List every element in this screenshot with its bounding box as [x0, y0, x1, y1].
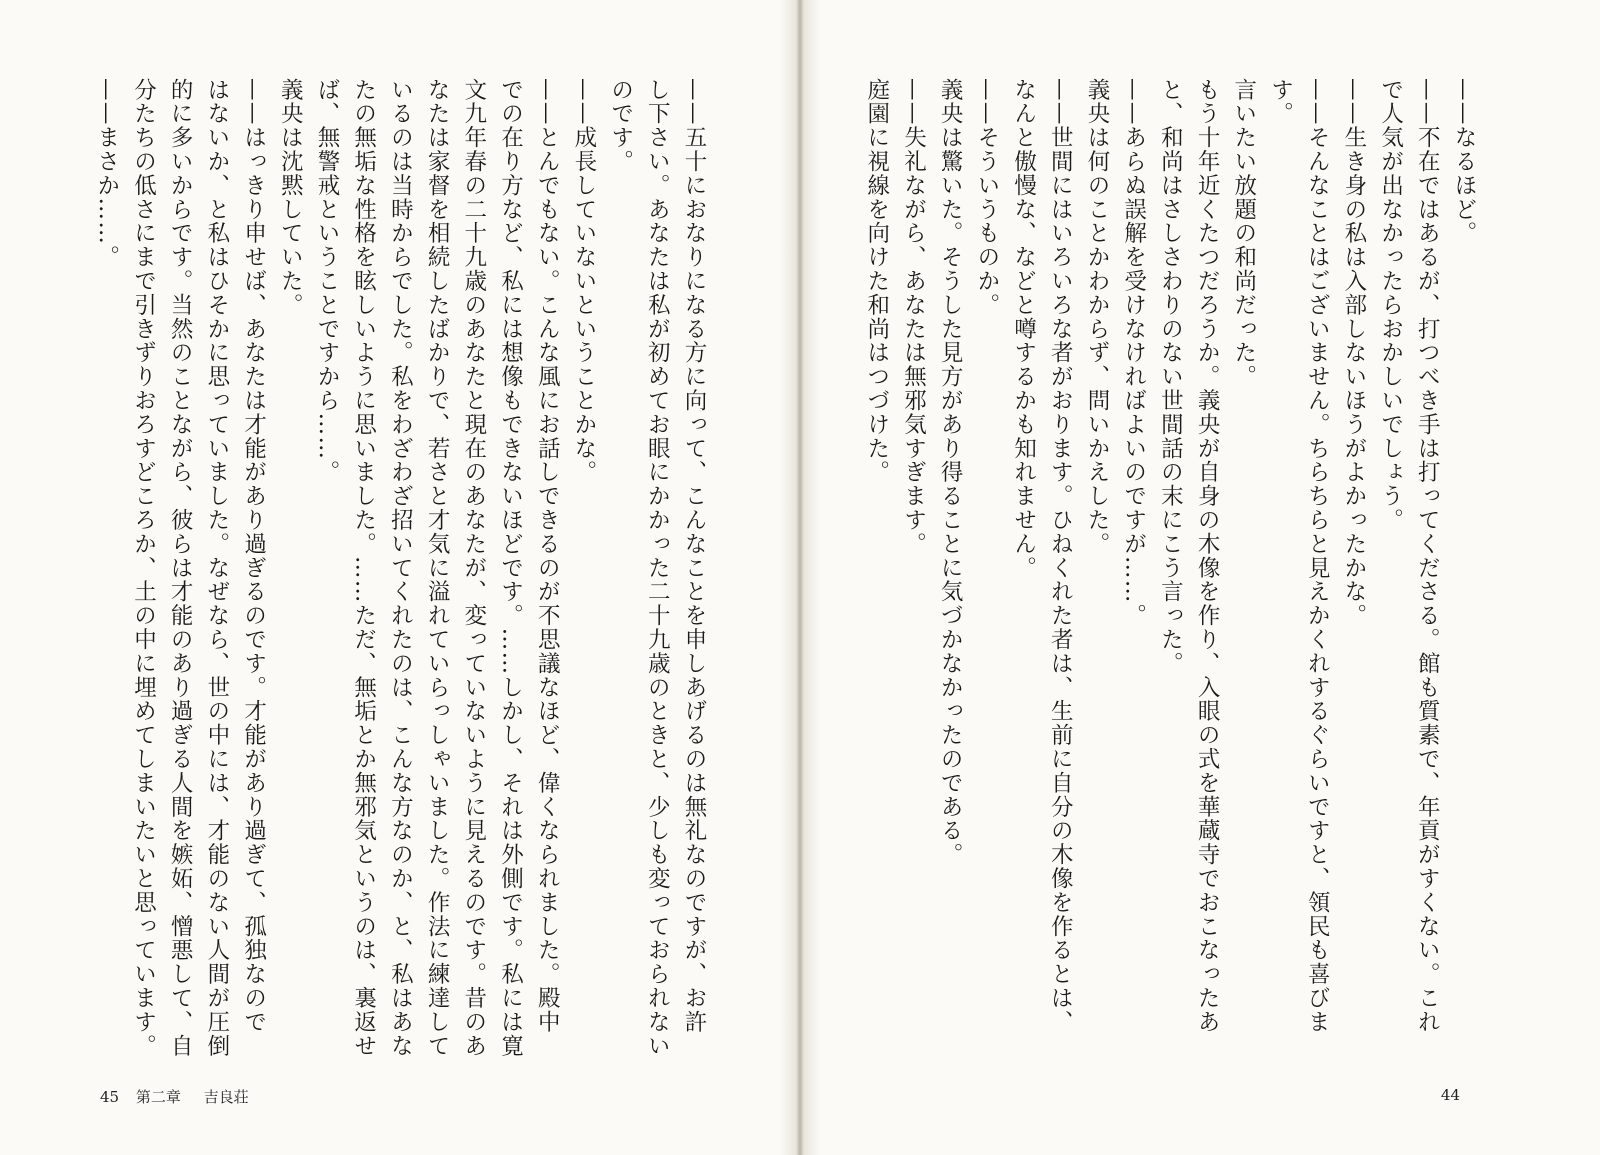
text-line: ば、無警戒ということですから……。	[313, 78, 340, 485]
text-line: のです。	[607, 78, 634, 174]
text-line: ——とんでもない。こんな風にお話しできるのが不思議なほど、偉くなられました。殿中	[534, 78, 561, 1034]
text-line: ——失礼ながら、あなたは無邪気すぎます。	[900, 78, 927, 556]
text-line: ——はっきり申せば、あなたは才能があり過ぎるのです。才能があり過ぎて、孤独なので	[240, 78, 267, 1034]
text-line: 的に多いからです。当然のことながら、彼らは才能のあり過ぎる人間を嫉妬、憎悪して、自	[167, 78, 194, 1058]
section-title: 吉良荘	[203, 1088, 249, 1106]
text-line: ——そういうものか。	[973, 78, 1000, 317]
chapter-title: 第二章	[135, 1088, 181, 1106]
text-line: いるのは当時からでした。私をわざわざ招いてくれたのは、こんな方なのか、と、私はあな	[387, 78, 414, 1058]
right-page-footer	[1441, 1086, 1460, 1104]
text-line: ——そんなことはございません。ちらちらと見えかくれするぐらいですと、領民も喜びま	[1304, 78, 1331, 1034]
text-line: ——なるほど。	[1451, 78, 1477, 246]
text-line: ——あらぬ誤解を受けなければよいのですが……。	[1120, 78, 1147, 628]
text-line: での在り方など、私には想像もできないほどです。……しかし、それは外側です。私には寛	[497, 78, 524, 1058]
left-page-footer	[100, 1086, 249, 1107]
text-line: 分たちの低さにまで引きずりおろすどころか、土の中に埋めてしまいたいと思っています。	[130, 78, 157, 1058]
text-line: はないか、と私はひそかに思っていました。なぜなら、世の中には、才能のない人間が圧倒	[203, 78, 230, 1058]
left-page-text	[88, 78, 712, 1058]
page-number: 45	[100, 1088, 120, 1106]
text-line: ——五十におなりになる方に向って、こんなことを申しあげるのは無礼なのですが、お許	[681, 78, 707, 1034]
page-number: 44	[1440, 1086, 1460, 1104]
text-line: 義央は何のことかわからず、問いかえした。	[1083, 78, 1110, 556]
right-page	[810, 0, 1600, 1155]
text-line: す。	[1267, 78, 1294, 126]
left-page	[0, 0, 790, 1155]
text-line: ——不在ではあるが、打つべき手は打ってくださる。館も質素で、年貢がすくない。これ	[1414, 78, 1441, 1034]
text-line: ——生き身の私は入部しないほうがよかったかな。	[1340, 78, 1367, 628]
text-line: なんと傲慢な、などと噂するかも知れません。	[1010, 78, 1037, 580]
text-line: で人気が出なかったらおかしいでしょう。	[1377, 78, 1404, 533]
text-line: たの無垢な性格を眩しいように思いました。……ただ、無垢とか無邪気というのは、裏返せ	[350, 78, 377, 1058]
text-line: 庭園に視線を向けた和尚はつづけた。	[863, 78, 890, 485]
text-line: ——世間にはいろいろな者がおります。ひねくれた者は、生前に自分の木像を作るとは、	[1047, 78, 1074, 1034]
text-line: ——成長していないということかな。	[570, 78, 597, 485]
text-line: 義央は驚いた。そうした見方があり得ることに気づかなかったのである。	[937, 78, 964, 867]
text-line: 文九年春の二十九歳のあなたと現在のあなたが、変っていないように見えるのです。昔のあ	[460, 78, 487, 1058]
text-line: 言いたい放題の和尚だった。	[1230, 78, 1257, 389]
text-line: なたは家督を相続したばかりで、若さと才気に溢れていらっしゃいました。作法に練達して	[424, 78, 451, 1058]
text-line: と、和尚はさしさわりのない世間話の末にこう言った。	[1157, 78, 1184, 676]
text-line: もう十年近くたつだろうか。義央が自身の木像を作り、入眼の式を華蔵寺でおこなったあ	[1194, 78, 1221, 1034]
right-page-text	[858, 78, 1482, 1038]
text-line: し下さい。あなたは私が初めてお眼にかかった二十九歳のときと、少しも変っておられない	[644, 78, 671, 1058]
text-line: ——まさか……。	[93, 78, 120, 270]
text-line: 義央は沈黙していた。	[277, 78, 304, 317]
